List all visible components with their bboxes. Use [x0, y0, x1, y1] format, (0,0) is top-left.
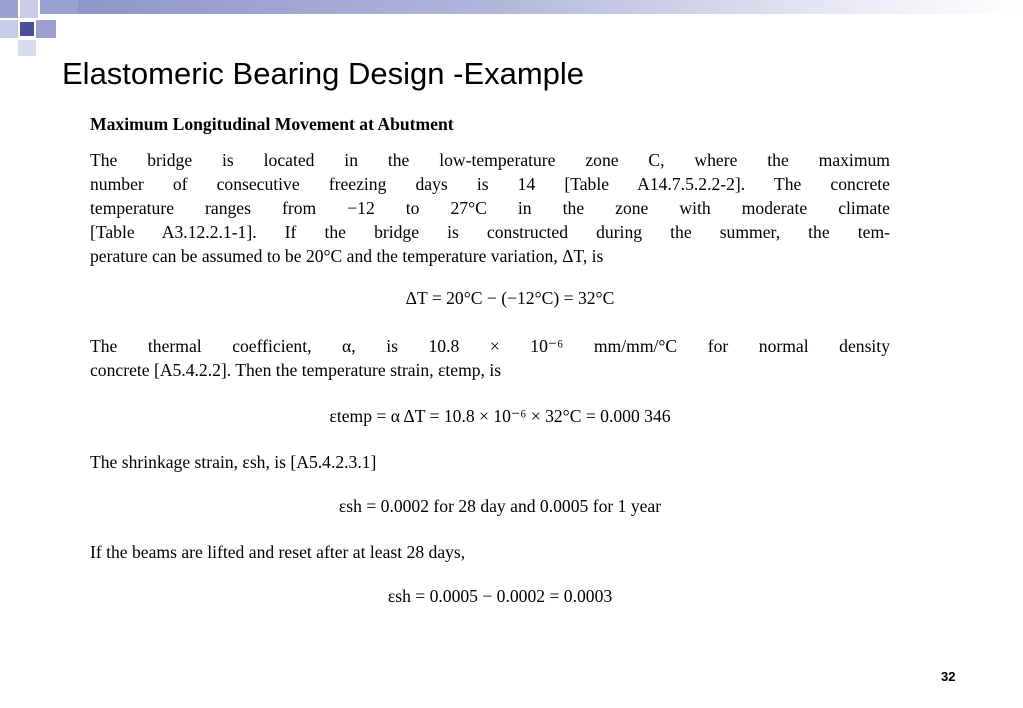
- paragraph-beams-reset: If the beams are lifted and reset after at least 28 days,: [90, 542, 466, 562]
- page-number: 32: [941, 669, 956, 684]
- text-line: concrete [A5.4.2.2]. Then the temperature strain, εtemp, is: [90, 360, 502, 380]
- text-line: [Table A3.12.2.1-1]. If the bridge is constructed during the summer, the tem-: [90, 222, 890, 242]
- corner-square: [40, 0, 78, 14]
- equation-temperature-strain: εtemp = α ΔT = 10.8 × 10⁻⁶ × 32°C = 0.000 346: [329, 406, 671, 426]
- corner-square: [0, 0, 18, 18]
- corner-square: [20, 0, 38, 18]
- title-bar-decoration: [78, 0, 1023, 14]
- slide-title: Elastomeric Bearing Design -Example: [62, 56, 585, 91]
- paragraph-shrinkage: The shrinkage strain, εsh, is [A5.4.2.3.1]: [90, 452, 377, 472]
- equation-shrinkage-strain: εsh = 0.0002 for 28 day and 0.0005 for 1 year: [338, 496, 662, 516]
- corner-square: [20, 22, 34, 36]
- paragraph-temperature: [90, 148, 890, 268]
- text-line: The bridge is located in the low-temperature zone C, where the maximum: [90, 150, 890, 170]
- text-line: The thermal coefficient, α, is 10.8 × 10⁻⁶ mm/mm/°C for normal density: [90, 336, 890, 356]
- corner-square: [18, 40, 36, 56]
- corner-square: [36, 20, 56, 38]
- text-line: perature can be assumed to be 20°C and the temperature variation, ΔT, is: [90, 246, 604, 266]
- text-line: temperature ranges from −12 to 27°C in the zone with moderate climate: [90, 198, 890, 218]
- equation-net-shrinkage: εsh = 0.0005 − 0.0002 = 0.0003: [387, 586, 613, 606]
- section-heading: Maximum Longitudinal Movement at Abutment: [90, 114, 454, 134]
- scanned-page-content: [90, 112, 890, 608]
- equation-delta-t: ΔT = 20°C − (−12°C) = 32°C: [405, 288, 615, 308]
- corner-square: [0, 20, 18, 38]
- paragraph-thermal-coefficient: [90, 334, 890, 382]
- text-line: number of consecutive freezing days is 14 [Table A14.7.5.2.2-2]. The concrete: [90, 174, 890, 194]
